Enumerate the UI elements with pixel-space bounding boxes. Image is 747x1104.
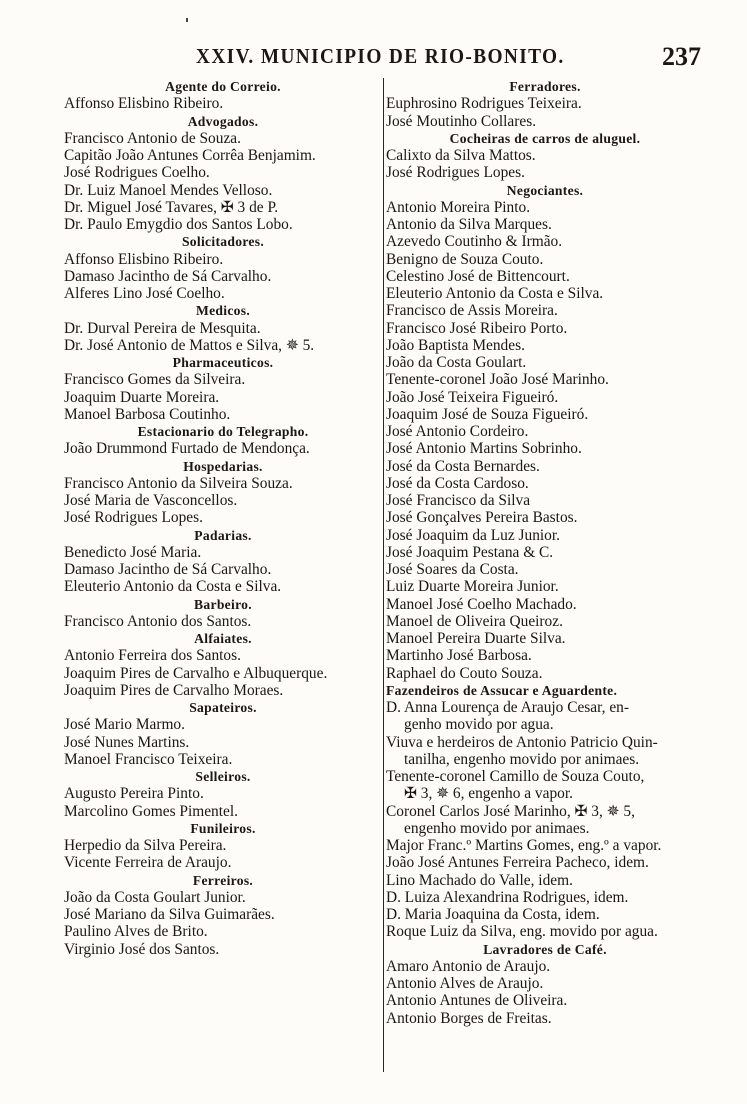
- directory-entry: José Rodrigues Lopes.: [64, 509, 203, 527]
- directory-entry: genho movido por agua.: [404, 716, 554, 734]
- directory-entry: João Drummond Furtado de Mendonça.: [64, 440, 310, 458]
- directory-entry: Amaro Antonio de Araujo.: [386, 957, 551, 975]
- directory-entry: Francisco Gomes da Silveira.: [64, 371, 246, 389]
- section-heading-lavradores-de-cafe: Lavradores de Café.: [483, 941, 607, 957]
- directory-entry: ✠ 3, ✵ 6, engenho a vapor.: [404, 785, 573, 803]
- directory-entry: Manoel Pereira Duarte Silva.: [386, 630, 566, 647]
- directory-entry: Benedicto José Maria.: [64, 543, 202, 561]
- directory-entry: Francisco José Ribeiro Porto.: [386, 319, 568, 337]
- section-heading-padarias: Padarias.: [194, 527, 252, 543]
- directory-entry: Tenente-coronel João José Marinho.: [386, 371, 609, 389]
- directory-entry: Calixto da Silva Mattos.: [386, 147, 536, 164]
- directory-entry: José da Costa Bernardes.: [386, 457, 540, 475]
- section-heading-advogados: Advogados.: [187, 113, 259, 129]
- page-number: 237: [662, 42, 701, 71]
- page-title: XXIV. MUNICIPIO DE RIO-BONITO.: [196, 44, 565, 68]
- section-heading-fazendeiros-de-assucar-e-aguardente: Fazendeiros de Assucar e Aguardente.: [386, 682, 618, 698]
- directory-entry: Dr. Durval Pereira de Mesquita.: [64, 319, 261, 337]
- directory-entry: Paulino Alves de Brito.: [64, 923, 208, 941]
- directory-entry: Euphrosino Rodrigues Teixeira.: [386, 95, 582, 113]
- directory-entry: Dr. Paulo Emygdio dos Santos Lobo.: [64, 216, 293, 233]
- page-header: [0, 44, 747, 72]
- directory-entry: João José Antunes Ferreira Pacheco, idem.: [386, 854, 649, 872]
- left-column: [64, 78, 382, 958]
- directory-entry: Manoel de Oliveira Queiroz.: [386, 612, 563, 630]
- directory-entry: Antonio Antunes de Oliveira.: [386, 992, 568, 1010]
- directory-entry: João da Costa Goulart.: [386, 354, 527, 371]
- directory-entry: Coronel Carlos José Marinho, ✠ 3, ✵ 5,: [386, 802, 635, 820]
- section-heading-barbeiro: Barbeiro.: [194, 596, 252, 612]
- directory-entry: engenho movido por animaes.: [404, 819, 590, 837]
- directory-entry: Azevedo Coutinho & Irmão.: [386, 233, 563, 251]
- section-heading-funileiros: Funileiros.: [190, 820, 256, 836]
- directory-entry: Manoel Francisco Teixeira.: [64, 750, 233, 768]
- section-heading-cocheiras-de-carros-de-aluguel: Cocheiras de carros de aluguel.: [449, 130, 641, 146]
- directory-entry: Joaquim Duarte Moreira.: [64, 388, 220, 406]
- section-heading-solicitadores: Solicitadores.: [181, 234, 265, 250]
- directory-entry: Dr. Miguel José Tavares, ✠ 3 de P.: [64, 198, 279, 216]
- directory-entry: Francisco Antonio dos Santos.: [64, 612, 252, 630]
- section-heading-agente-do-correio: Agente do Correio.: [165, 79, 281, 94]
- directory-entry: José Rodrigues Lopes.: [386, 164, 525, 182]
- section-heading-ferradores: Ferradores.: [509, 79, 581, 94]
- section-heading-sapateiros: Sapateiros.: [189, 700, 257, 715]
- section-heading-negociantes: Negociantes.: [506, 182, 584, 198]
- directory-entry: Vicente Ferreira de Araujo.: [64, 854, 232, 872]
- directory-entry: José Moutinho Collares.: [386, 112, 537, 130]
- directory-entry: Raphael do Couto Souza.: [386, 664, 543, 682]
- directory-entry: Capitão João Antunes Corrêa Benjamim.: [64, 147, 316, 164]
- directory-entry: Marcolino Gomes Pimentel.: [64, 802, 238, 820]
- directory-entry: Dr. Luiz Manoel Mendes Velloso.: [64, 181, 273, 199]
- directory-entry: João José Teixeira Figueiró.: [386, 388, 559, 406]
- directory-entry: José Soares da Costa.: [386, 561, 519, 578]
- directory-entry: Dr. José Antonio de Mattos e Silva, ✵ 5.: [64, 336, 315, 354]
- directory-entry: Damaso Jacintho de Sá Carvalho.: [64, 561, 272, 578]
- column-divider: [383, 78, 384, 1072]
- directory-entry: João da Costa Goulart Junior.: [64, 888, 246, 906]
- directory-entry: Viuva e herdeiros de Antonio Patricio Quin-: [386, 733, 658, 751]
- directory-entry: Damaso Jacintho de Sá Carvalho.: [64, 267, 272, 285]
- directory-entry: José Maria de Vasconcellos.: [64, 492, 238, 509]
- directory-entry: José Nunes Martins.: [64, 733, 190, 751]
- print-speck: [186, 18, 188, 22]
- directory-entry: D. Maria Joaquina da Costa, idem.: [386, 906, 600, 923]
- directory-entry: José Antonio Martins Sobrinho.: [386, 440, 582, 458]
- directory-entry: Eleuterio Antonio da Costa e Silva.: [64, 578, 282, 596]
- directory-entry: Celestino José de Bittencourt.: [386, 267, 570, 285]
- directory-entry: Manoel Barbosa Coutinho.: [64, 405, 231, 423]
- section-heading-pharmaceuticos: Pharmaceuticos.: [172, 355, 274, 370]
- directory-entry: Virginio José dos Santos.: [64, 940, 220, 958]
- directory-entry: Joaquim José de Souza Figueiró.: [386, 405, 589, 423]
- directory-entry: Martinho José Barbosa.: [386, 647, 532, 665]
- section-heading-medicos: Medicos.: [195, 303, 251, 319]
- directory-entry: José Francisco da Silva: [386, 492, 531, 509]
- directory-entry: Herpedio da Silva Pereira.: [64, 837, 227, 854]
- directory-entry: Antonio Ferreira dos Santos.: [64, 647, 241, 665]
- directory-entry: José Gonçalves Pereira Bastos.: [386, 509, 578, 527]
- directory-entry: Lino Machado do Valle, idem.: [386, 871, 573, 889]
- directory-entry: Augusto Pereira Pinto.: [64, 785, 204, 803]
- directory-entry: Joaquim Pires de Carvalho Moraes.: [64, 681, 284, 699]
- section-heading-estacionario-do-telegrapho: Estacionario do Telegrapho.: [137, 424, 309, 439]
- directory-entry: Joaquim Pires de Carvalho e Albuquerque.: [64, 664, 328, 682]
- right-column: [386, 78, 704, 1027]
- directory-entry: tanilha, engenho movido por animaes.: [404, 750, 640, 768]
- directory-entry: Antonio Moreira Pinto.: [386, 198, 531, 216]
- directory-entry: José Joaquim Pestana & C.: [386, 543, 554, 561]
- directory-entry: D. Luiza Alexandrina Rodrigues, idem.: [386, 888, 629, 906]
- directory-entry: José Rodrigues Coelho.: [64, 164, 210, 182]
- directory-entry: Eleuterio Antonio da Costa e Silva.: [386, 285, 604, 302]
- directory-entry: Antonio da Silva Marques.: [386, 216, 552, 233]
- directory-entry: Benigno de Souza Couto.: [386, 250, 544, 268]
- directory-entry: Francisco Antonio de Souza.: [64, 129, 241, 147]
- directory-entry: José Joaquim da Luz Junior.: [386, 526, 560, 544]
- directory-entry: Major Franc.º Martins Gomes, eng.º a vapor.: [386, 837, 662, 854]
- section-heading-hospedarias: Hospedarias.: [183, 458, 263, 474]
- directory-entry: Alferes Lino José Coelho.: [64, 285, 225, 302]
- directory-entry: Antonio Borges de Freitas.: [386, 1009, 552, 1027]
- directory-entry: Manoel José Coelho Machado.: [386, 595, 577, 613]
- directory-entry: José Mariano da Silva Guimarães.: [64, 906, 275, 923]
- directory-entry: D. Anna Lourença de Araujo Cesar, en-: [386, 699, 629, 716]
- directory-entry: Tenente-coronel Camillo de Souza Couto,: [386, 768, 645, 785]
- section-heading-selleiros: Selleiros.: [195, 769, 251, 784]
- directory-entry: Affonso Elisbino Ribeiro.: [64, 250, 224, 268]
- directory-entry: José da Costa Cardoso.: [386, 474, 529, 492]
- directory-entry: Roque Luiz da Silva, eng. movido por agua.: [386, 923, 658, 941]
- directory-entry: José Mario Marmo.: [64, 716, 185, 734]
- directory-entry: Antonio Alves de Araujo.: [386, 975, 544, 992]
- section-heading-alfaiates: Alfaiates.: [194, 631, 252, 646]
- directory-entry: Francisco Antonio da Silveira Souza.: [64, 474, 293, 492]
- directory-entry: João Baptista Mendes.: [386, 336, 525, 354]
- section-heading-ferreiros: Ferreiros.: [192, 872, 254, 888]
- directory-entry: Francisco de Assis Moreira.: [386, 302, 558, 320]
- directory-entry: Luiz Duarte Moreira Junior.: [386, 578, 559, 596]
- directory-entry: José Antonio Cordeiro.: [386, 423, 529, 440]
- directory-entry: Affonso Elisbino Ribeiro.: [64, 95, 224, 113]
